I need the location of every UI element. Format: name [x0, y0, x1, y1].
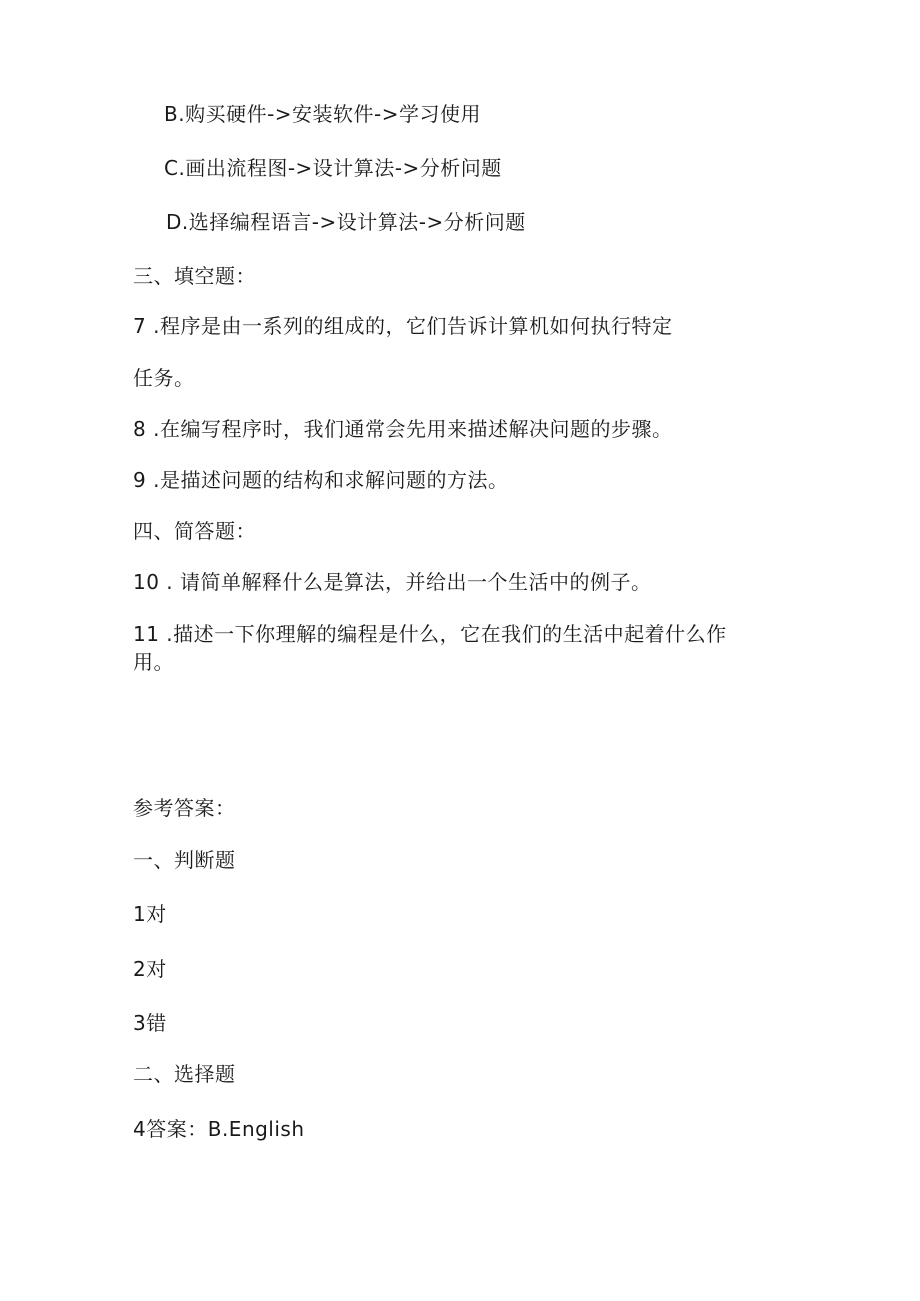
answers-part-2-heading: 二、选择题 — [133, 1062, 236, 1086]
answers-part-1-heading: 一、判断题 — [133, 848, 236, 872]
answer-2: 2对 — [133, 957, 167, 981]
question-11-line-1: 11 .描述一下你理解的编程是什么，它在我们的生活中起着什么作 — [133, 622, 727, 646]
option-b: B.购买硬件->安装软件->学习使用 — [164, 102, 482, 126]
question-10: 10 . 请简单解释什么是算法，并给出一个生活中的例子。 — [133, 570, 652, 594]
question-11-line-2: 用。 — [133, 650, 174, 674]
question-8: 8 .在编写程序时，我们通常会先用来描述解决问题的步骤。 — [133, 417, 673, 441]
answer-4: 4答案：B.English — [133, 1117, 305, 1141]
question-7-line-1: 7 .程序是由一系列的组成的，它们告诉计算机如何执行特定 — [133, 314, 673, 338]
answer-1: 1对 — [133, 902, 167, 926]
option-d: D.选择编程语言->设计算法->分析问题 — [166, 210, 526, 234]
question-7-line-2: 任务。 — [133, 366, 195, 390]
question-9: 9 .是描述问题的结构和求解问题的方法。 — [133, 468, 509, 492]
answer-3: 3错 — [133, 1011, 167, 1035]
answers-heading: 参考答案： — [133, 796, 236, 820]
section-heading-fill-in: 三、填空题： — [133, 264, 256, 288]
option-c: C.画出流程图->设计算法->分析问题 — [164, 156, 502, 180]
section-heading-short-answer: 四、简答题： — [133, 519, 256, 543]
